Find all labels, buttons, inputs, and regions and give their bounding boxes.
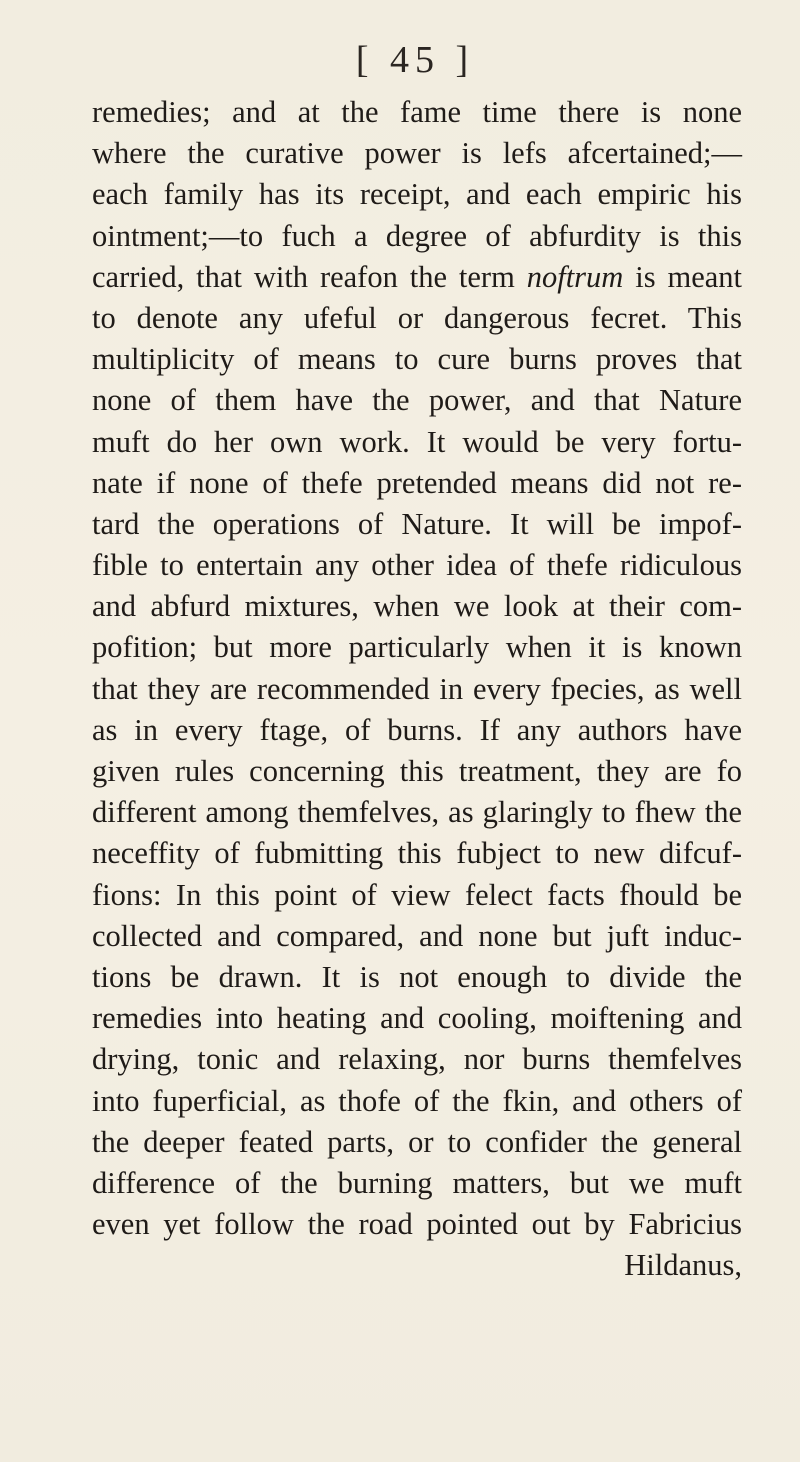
text-segment: carried, that with reafon the term — [92, 259, 527, 294]
text-line: even yet follow the road pointed out by Fabricius — [92, 1207, 742, 1242]
text-line: fions: In this point of view felect facts fhould be — [92, 877, 742, 912]
text-line: difference of the burning matters, but we muft — [92, 1165, 742, 1200]
body-text — [92, 92, 742, 1286]
catchword: Hildanus, — [624, 1248, 742, 1283]
text-line: drying, tonic and relaxing, nor burns themfelves — [92, 1042, 742, 1077]
page-number: [ 45 ] — [355, 39, 475, 81]
text-line: to denote any ufeful or dangerous fecret. This — [92, 300, 742, 335]
text-line: and abfurd mixtures, when we look at their com- — [92, 589, 742, 624]
text-line: neceffity of fubmitting this fubject to new difcuf- — [92, 836, 742, 871]
text-line: different among themfelves, as glaringly to fhew the — [92, 795, 742, 830]
text-segment: is meant — [623, 259, 742, 294]
text-line — [92, 257, 742, 298]
text-line: tions be drawn. It is not enough to divide the — [92, 959, 742, 994]
text-line: each family has its receipt, and each empiric his — [92, 177, 742, 212]
text-line: given rules concerning this treatment, they are fo — [92, 754, 742, 788]
italic-term: noftrum — [526, 259, 624, 294]
text-line: the deeper feated parts, or to confider the general — [92, 1124, 742, 1159]
text-line: ointment;—to fuch a degree of abfurdity is this — [92, 218, 742, 253]
text-line: where the curative power is lefs afcertained;— — [92, 136, 742, 171]
text-line: pofition; but more particularly when it is known — [92, 630, 742, 665]
text-line: collected and compared, and none but juft induc- — [92, 918, 742, 953]
text-line: remedies; and at the fame time there is none — [92, 95, 742, 129]
text-line: into fuperficial, as thofe of the fkin, and others of — [92, 1083, 742, 1118]
text-line: none of them have the power, and that Nature — [92, 383, 742, 418]
text-line: as in every ftage, of burns. If any authors have — [92, 712, 742, 747]
text-line: nate if none of thefe pretended means did not re- — [92, 465, 742, 500]
text-line: remedies into heating and cooling, moiftening and — [92, 1001, 742, 1036]
text-line: fible to entertain any other idea of thefe ridiculous — [92, 548, 742, 583]
text-line: multiplicity of means to cure burns proves that — [92, 342, 742, 377]
text-line: that they are recommended in every fpecies, as well — [92, 671, 742, 706]
text-line: muft do her own work. It would be very fortu- — [92, 424, 742, 459]
text-line: tard the operations of Nature. It will be impof- — [92, 506, 742, 541]
